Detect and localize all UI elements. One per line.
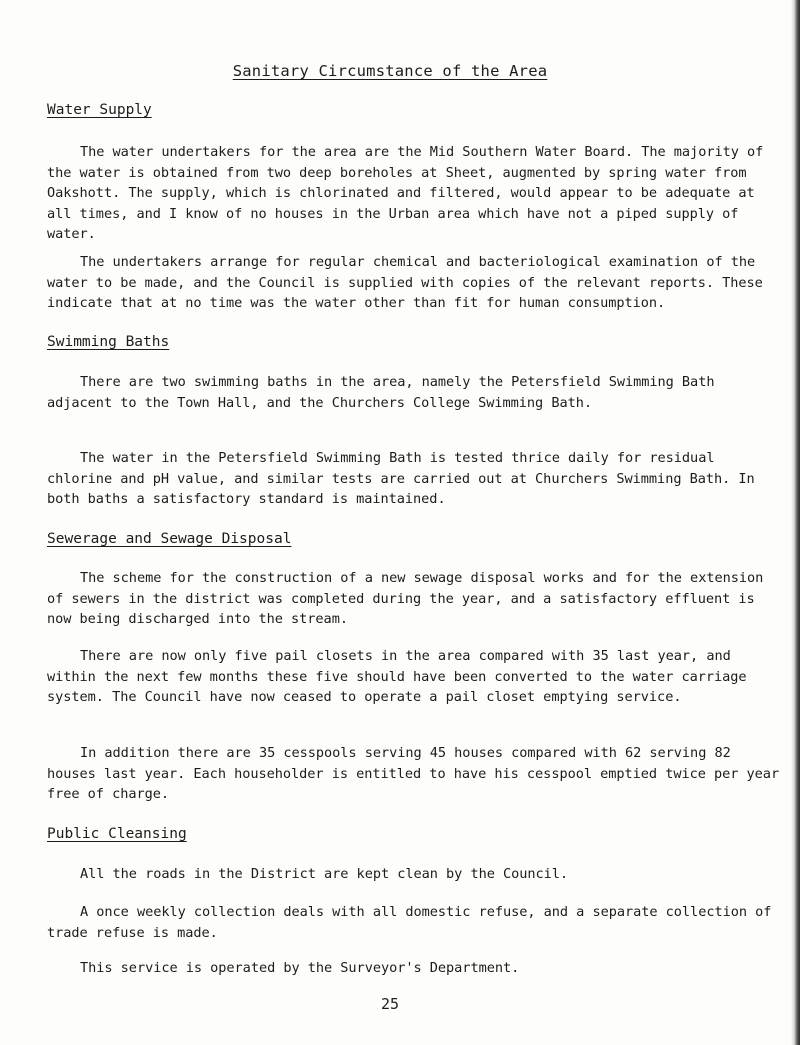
scan-edge-shadow <box>791 0 800 1045</box>
paragraph: The water in the Petersfield Swimming Bath is tested thrice daily for residual chlorine and pH value, and similar tests are carried out at Churchers Swimming Bath. In both baths a satisfactory standard is maintained. <box>47 450 755 507</box>
paragraph: A once weekly collection deals with all domestic refuse, and a separate collection of trade refuse is made. <box>47 904 772 941</box>
paragraph: The water undertakers for the area are the Mid Southern Water Board. The majority of the water is obtained from two deep boreholes at Sheet, augmented by spring water from Oakshott. The supply, which is chlorinated and filtered, would appear to be adequate at all times, and I know of no houses in the Urban area which have not a piped supply of water. <box>47 144 764 242</box>
paragraph: The scheme for the construction of a new sewage disposal works and for the extension of sewers in the district was completed during the year, and a satisfactory effluent is now being discharged into the stream. <box>47 570 764 627</box>
paragraph: All the roads in the District are kept clean by the Council. <box>80 866 569 882</box>
section-heading-sewerage: Sewerage and Sewage Disposal <box>47 531 292 547</box>
section-heading-water-supply: Water Supply <box>47 102 152 118</box>
paragraph: This service is operated by the Surveyor's Department. <box>80 960 520 976</box>
paragraph: In addition there are 35 cesspools serving 45 houses compared with 62 serving 82 houses last year. Each householder is entitled to have his cesspool emptied twice per year free of charge. <box>47 745 780 802</box>
page-title: Sanitary Circumstance of the Area <box>232 62 548 80</box>
paragraph: The undertakers arrange for regular chemical and bacteriological examination of the water to be made, and the Council is supplied with copies of the relevant reports. These indicate that at no time was the water other than fit for human consumption. <box>47 254 763 311</box>
paragraph: There are two swimming baths in the area, namely the Petersfield Swimming Bath adjacent to the Town Hall, and the Churchers College Swimming Bath. <box>47 374 715 411</box>
section-heading-swimming-baths: Swimming Baths <box>47 334 170 350</box>
page-number: 25 <box>380 995 400 1013</box>
paragraph: There are now only five pail closets in the area compared with 35 last year, and within the next few months these five should have been converted to the water carriage system. The Council have now ceased to operate a pail closet emptying service. <box>47 648 747 705</box>
section-heading-public-cleansing: Public Cleansing <box>47 826 187 842</box>
